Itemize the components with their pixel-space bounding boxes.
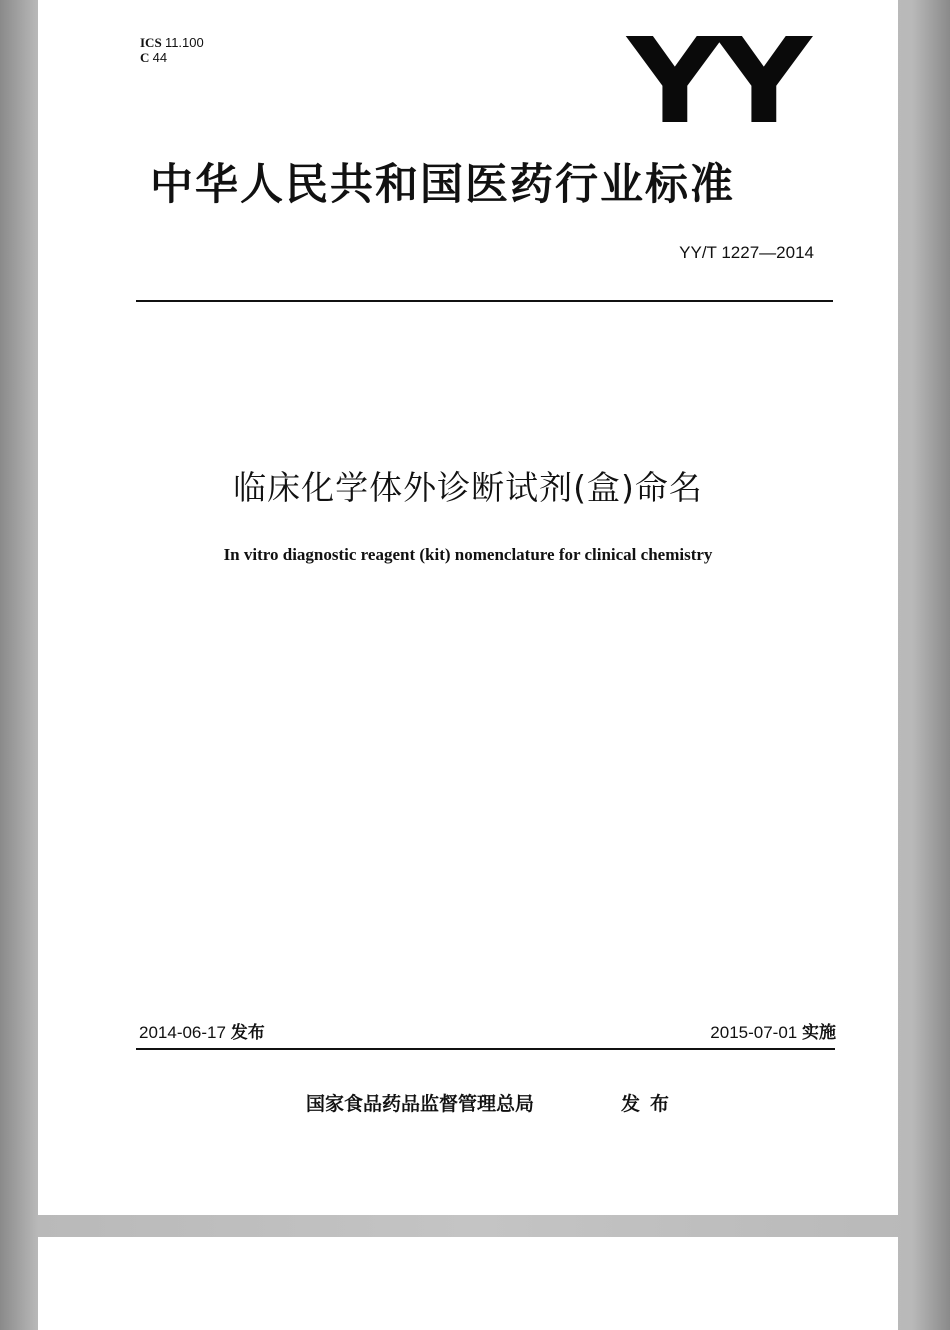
header-divider — [136, 300, 833, 302]
standard-body-title: 中华人民共和国医药行业标准 — [150, 160, 735, 210]
issuing-authority: 国家食品药品监督管理总局 — [306, 1093, 535, 1115]
yy-logo: YY — [627, 12, 805, 150]
effective-date-line — [710, 1022, 836, 1044]
ccs-label: C — [140, 50, 150, 65]
publish-date: 2014-06-17 — [139, 1023, 226, 1042]
effective-label: 实施 — [802, 1023, 836, 1043]
publish-label: 发布 — [230, 1023, 265, 1043]
issue-label: 发布 — [621, 1093, 680, 1115]
ics-label: ICS — [140, 35, 162, 50]
document-page — [38, 0, 898, 1215]
effective-date: 2015-07-01 — [710, 1023, 798, 1042]
classification-codes — [140, 35, 204, 65]
ccs-value: 44 — [152, 50, 168, 65]
ics-value: 11.100 — [164, 35, 204, 50]
ccs-line — [140, 50, 204, 65]
ics-line — [140, 35, 204, 50]
standard-code: YY/T 1227—2014 — [679, 243, 814, 262]
publish-date-line — [139, 1022, 265, 1044]
next-document-page — [38, 1237, 898, 1330]
footer-divider — [136, 1048, 835, 1050]
document-title-english: In vitro diagnostic reagent (kit) nomenclature for clinical chemistry — [223, 545, 713, 564]
document-title-chinese: 临床化学体外诊断试剂(盒)命名 — [233, 468, 703, 507]
